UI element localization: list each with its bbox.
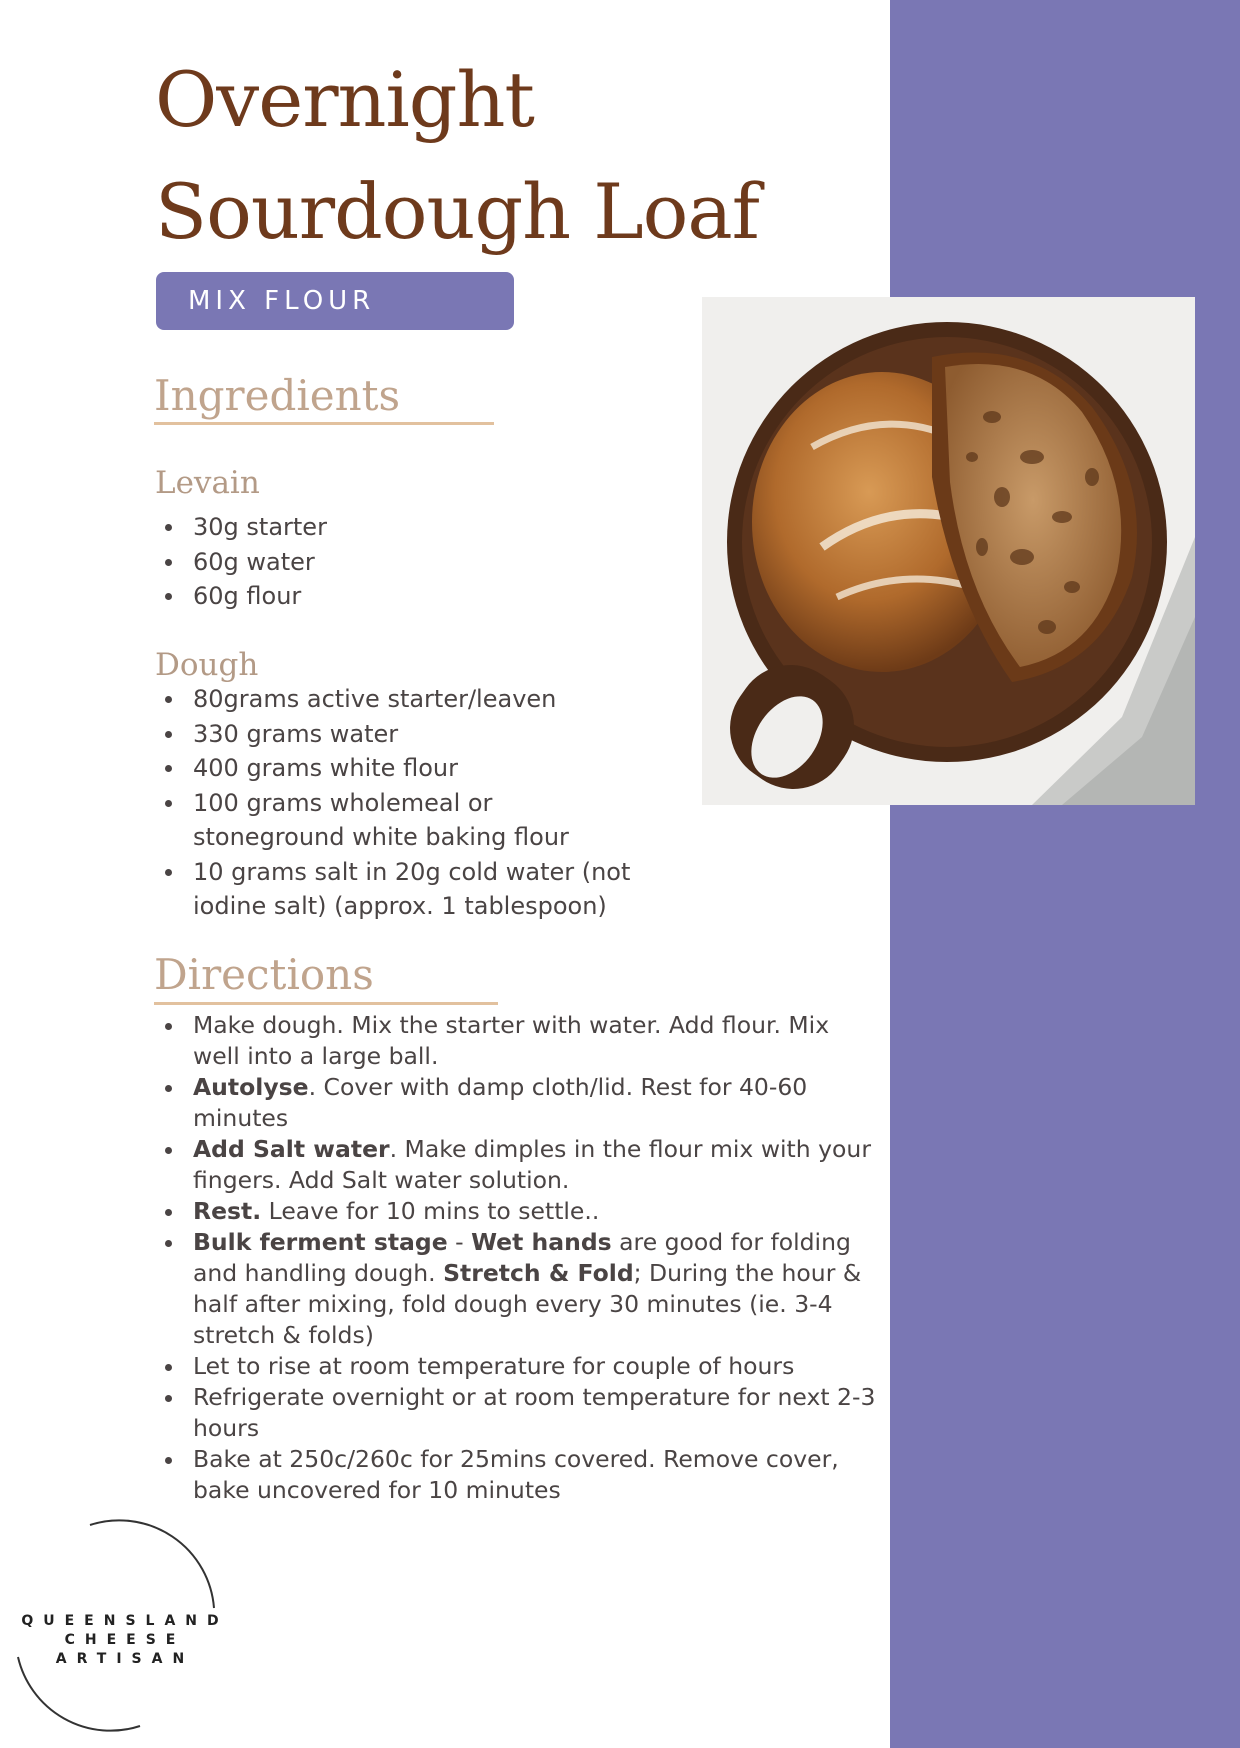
direction-step: Let to rise at room temperature for couple of hours — [193, 1351, 883, 1382]
directions-heading: Directions — [154, 950, 374, 999]
logo-line-2: CHEESE — [64, 1632, 186, 1648]
list-item: 60g water — [193, 545, 327, 580]
list-item: 60g flour — [193, 579, 327, 614]
direction-step: Refrigerate overnight or at room temperature for next 2-3 hours — [193, 1382, 883, 1444]
directions-list — [155, 1010, 883, 1506]
side-accent-panel — [890, 0, 1240, 1748]
logo-line-1: QUEENSLAND — [21, 1613, 229, 1629]
dough-list — [155, 682, 643, 924]
recipe-title — [155, 44, 815, 268]
direction-step: Make dough. Mix the starter with water. Add flour. Mix well into a large ball. — [193, 1010, 883, 1072]
mix-flour-tag: MIX FLOUR — [156, 272, 514, 330]
logo-line-3: ARTISAN — [55, 1651, 195, 1667]
ingredients-underline — [154, 422, 494, 425]
list-item: 10 grams salt in 20g cold water (not iodine salt) (approx. 1 tablespoon) — [193, 855, 643, 924]
list-item: 330 grams water — [193, 717, 643, 752]
title-line-1: Overnight — [155, 55, 534, 144]
directions-underline — [154, 1002, 498, 1005]
dough-heading: Dough — [155, 647, 259, 683]
levain-heading: Levain — [155, 465, 260, 501]
direction-step: Rest. Leave for 10 mins to settle.. — [193, 1196, 883, 1227]
sourdough-loaf-photo — [702, 297, 1195, 805]
direction-step: Bulk ferment stage - Wet hands are good for folding and handling dough. Stretch & Fold; During the hour & half after mixing, fold dough every 30 minutes (ie. 3-4 stretch & folds) — [193, 1227, 883, 1351]
title-line-2: Sourdough Loaf — [155, 167, 759, 256]
direction-step: Bake at 250c/260c for 25mins covered. Remove cover, bake uncovered for 10 minutes — [193, 1444, 883, 1506]
list-item: 100 grams wholemeal or stoneground white baking flour — [193, 786, 643, 855]
list-item: 30g starter — [193, 510, 327, 545]
queensland-cheese-artisan-logo — [0, 1612, 240, 1669]
levain-list — [155, 510, 327, 614]
direction-step: Autolyse. Cover with damp cloth/lid. Rest for 40-60 minutes — [193, 1072, 883, 1134]
list-item: 400 grams white flour — [193, 751, 643, 786]
direction-step: Add Salt water. Make dimples in the flour mix with your fingers. Add Salt water solution. — [193, 1134, 883, 1196]
ingredients-heading: Ingredients — [154, 371, 401, 420]
list-item: 80grams active starter/leaven — [193, 682, 643, 717]
